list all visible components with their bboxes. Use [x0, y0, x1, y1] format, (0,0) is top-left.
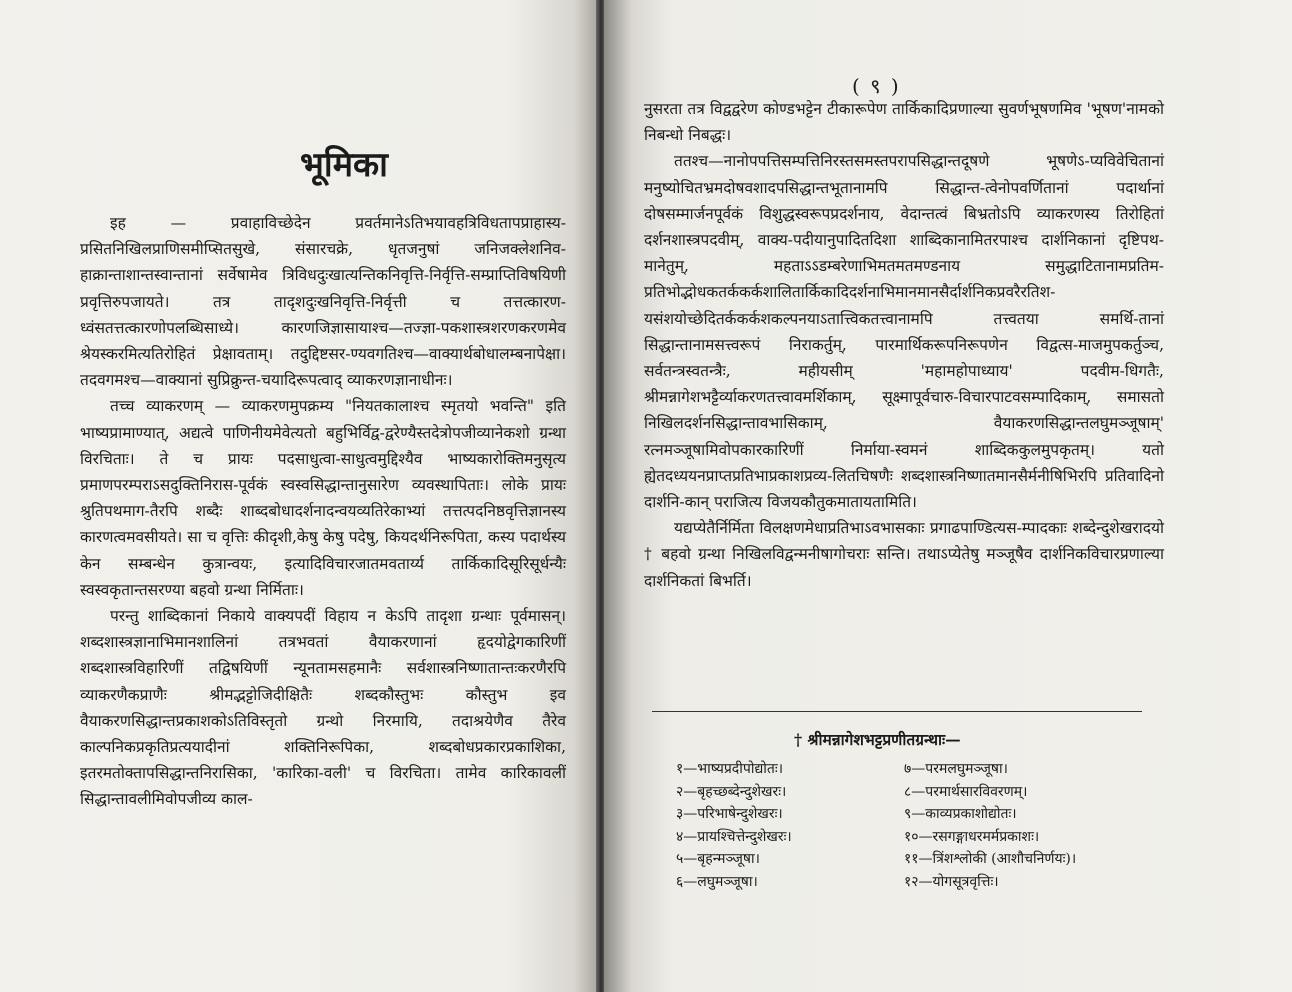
- paragraph: नुसरता तत्र विद्वद्वरेण कोण्डभट्टेन टीकारूपेण तार्किकादिप्रणाल्या सुवर्णभूषणमिव 'भूषण'नामको निबन्धो निबद्धः।: [644, 100, 1164, 145]
- page-number: ( ९ ): [852, 74, 901, 98]
- list-item: ४—प्रायश्चित्तेन्दुशेखरः।: [676, 828, 792, 845]
- list-item: १०—रसगङ्गाधरमर्मप्रकाशः।: [904, 828, 1040, 845]
- left-body-text: [80, 210, 566, 813]
- paragraph: ततश्च—नानोपपत्तिसम्पत्तिनिरस्तसमस्तपरापसिद्धान्तदूषणे भूषणेऽ-प्यविवेचितानां मनुष्योचितभ्रमदोषवशादपसिद्धान्तभूतानामपि सिद्धान्त-त्वेनोपवर्णितानां पदार्थानां दोषसम्मार्जनपूर्वकं विशुद्धस्वरूपप्रदर्शनाय, वेदान्तत्वं बिभ्रतोऽपि व्याकरणस्य तिरोहितां दर्शनशास्त्रपदवीम्, वाक्य-पदीयानुपादितदिशा शाब्दिकानामितरपाश्च दार्शनिकानां दृष्टिपथ-मानेतुम्, महताऽऽडम्बरेणाभिमतमतमण्डनाय समुद्धाटितानामप्रतिम-प्रतिभोद्भोधकतर्ककर्कशालितार्किकादिदर्शनाभिमानमानसैर्दार्शनिकप्रवरैरतिश-यसंशयोच्छेदितर्ककर्कशकल्पनयाऽतात्त्विकतत्त्वानामपि तत्त्वतया समर्थि-तानां सिद्धान्तानामसत्त्वरूपं निराकर्तुम्, पारमार्थिकरूपनिरूपणेन विद्वत्स-माजमुपकर्तुञ्च, सर्वतन्त्रस्वतन्त्रैः, महीयसीम् 'महामहोपाध्याय' पदवीम-धिगतैः, श्रीमन्नागेशभट्टैर्व्याकरणतत्त्वावमर्शिकाम्, सूक्ष्मापूर्वचारु-विचारपाटवसम्पादिकाम्, समासतो निखिलदर्शनसिद्धान्तावभासिकाम्, वैयाकरणसिद्धान्तलघुमञ्जूषाम्' रत्नमञ्जूषामिवोपकारकारिणीं निर्माया-स्वमनं शाब्दिककुलमुपकृतम्। यतो ह्येतदध्ययनप्राप्तप्रतिभाप्रकाशप्रव्य-लितचिषणैः शब्दशास्त्रनिष्णातमानसैर्मनीषिभिरपि प्रतिवादिनो दार्शनि-कान् पराजित्य विजयकौतुकमातायतामिति।: [644, 152, 1164, 512]
- list-item: ३—परिभाषेन्दुशेखरः।: [676, 806, 783, 823]
- list-item: ९—काव्यप्रकाशोद्योतः।: [904, 806, 1017, 823]
- list-item: ६—लघुमञ्जूषा।: [676, 873, 758, 890]
- right-page: [604, 0, 1292, 992]
- footnote-divider: [652, 711, 1142, 712]
- list-item: ५—बृहन्मञ्जूषा।: [676, 851, 760, 868]
- list-item: ७—परमलघुमञ्जूषा।: [904, 761, 1008, 777]
- page-heading: भूमिका: [300, 145, 388, 185]
- paragraph: परन्तु शाब्दिकानां निकाये वाक्यपदीं विहाय न केऽपि तादृशा ग्रन्थाः पूर्वमासन्। शब्दशास्त्रज्ञानाभिमानशालिनां तत्रभवतां वैयाकरणानां हृदयोद्वेगकारिणीं शब्दशास्त्रविहारिणीं तद्विषयिणीं न्यूनतामसहमानैः सर्वशास्त्रनिष्णातान्तःकरणैरपि व्याकरणैकप्राणैः श्रीमद्भट्टोजिदीक्षितैः शब्दकौस्तुभः कौस्तुभ इव वैयाकरणसिद्धान्तप्रकाशकोऽतिविस्तृतो ग्रन्थो निरमायि, तदाश्रयेणैव तैरेव काल्पनिकप्रकृतिप्रत्ययादीनां शक्तिनिरूपिका, शब्दबोधप्रकारप्रकाशिका, इतरमतोक्तापसिद्धान्तनिरासिका, 'कारिका-वली' च विरचिता। तामेव कारिकावलीं सिद्धान्तावलीमिवोपजीव्य काल-: [80, 607, 566, 809]
- list-item: २—बृहच्छब्देन्दुशेखरः।: [676, 783, 787, 800]
- list-item: ८—परमार्थसारविवरणम्।: [904, 783, 1028, 800]
- left-page: [0, 0, 598, 992]
- right-body-text: [644, 96, 1164, 594]
- paragraph: इह — प्रवाहाविच्छेदेन प्रवर्तमानेऽतिभयावहत्रिविधतापप्राहास्य-प्रसितनिखिलप्राणिसमीप्सितसुखे, संसारचक्रे, धृतजनुषां जनिजक्लेशनिव-हाक्रान्ताशान्तस्वान्तानां सर्वेषामेव त्रिविधदुःखात्यन्तिकनिवृत्ति-निर्वृत्ति-सम्प्राप्तिविषयिणी प्रवृत्तिरुपजायते। तत्र तादृशदुःखनिवृत्ति-निर्वृत्ती च तत्तत्कारण-ध्वंसतत्तत्कारणोपलब्धिसाध्ये। कारणजिज्ञासायाश्च—तज्ज्ञा-पकशास्त्रशरणकरणमेव श्रेयस्करमित्यतिरोहितं प्रेक्षावताम्। तदुद्दिष्टसर-ण्यवगतिश्च—वाक्यार्थबोधालम्बनापेक्षा। तदवगमश्च—वाक्यानां सुप्रिक्रुन्त-चयादिरूपत्वाद् व्याकरणज्ञानाधीनः।: [80, 214, 566, 390]
- list-item: १—भाष्यप्रदीपोद्योतः।: [676, 761, 784, 777]
- list-item: १२—योगसूत्रवृत्तिः।: [904, 873, 999, 890]
- paragraph: यद्यप्येतैर्निर्मिता विलक्षणमेधाप्रतिभाऽवभासकाः प्रगाढपाण्डित्यस-म्पादकाः शब्देन्दुशेखरादयो † बहवो ग्रन्था निखिलविद्वन्मनीषागोचराः सन्ति। तथाऽप्येतेषु मञ्जूषैव दार्शनिकविचारप्रणाल्या दार्शनिकतां बिभर्ति।: [644, 519, 1164, 590]
- paragraph: तच्च व्याकरणम् — व्याकरणमुपक्रम्य "नियतकालाश्च स्मृतयो भवन्ति" इति भाष्यप्रामाण्यात्, अद्यत्वे पाणिनीयमेवेत्यतो बहुभिर्विद्व-द्वरेण्यैस्तदेत्रोपजीव्यानेकशो ग्रन्था विरचिताः। ते च प्रायः पदसाधुत्वा-साधुत्वमुद्दिश्यैव भाष्यकारोक्तिमनुसृत्य प्रमाणपरम्पराऽसदुक्तिनिरास-पूर्वकं स्वस्वसिद्धान्तानुसारेण व्यवस्थापिताः। लोके प्रायः श्रुतिपथमाग-तैरपि शब्दैः शाब्दबोधादर्शनादन्वयव्यतिरेकाभ्यां तत्तत्पदनिष्ठवृत्तिज्ञानस्य कारणत्वमवसीयते। सा च वृत्तिः कीदृशी,केषु केषु पदेषु, कियदर्थनिरूपिता, कस्य पदार्थस्य केन सम्बन्धेन कुत्रान्वयः, इत्यादिविचारजातमवतार्य्य तार्किकादिसूरिसूर्धन्यैः स्वस्वकृतान्तसरण्या बहवो ग्रन्था निर्मिताः।: [80, 397, 566, 599]
- list-item: ११—त्रिंशश्लोकी (आशौचनिर्णयः)।: [904, 851, 1077, 868]
- works-list-right: [904, 758, 1164, 894]
- works-list-left: [676, 758, 906, 894]
- footnote-title: † श्रीमन्नागेशभट्टप्रणीतग्रन्थाः—: [794, 730, 961, 749]
